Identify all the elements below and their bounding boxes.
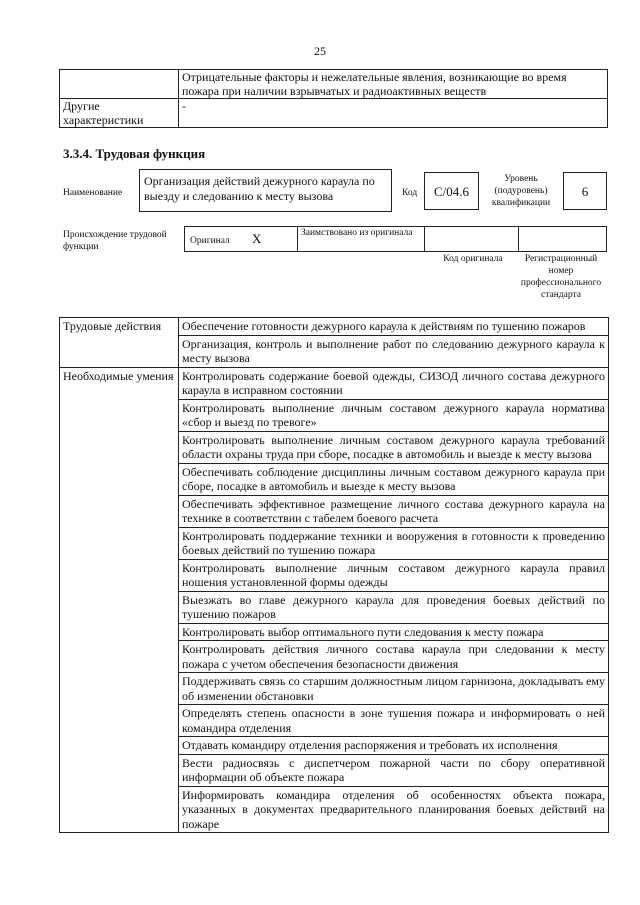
original-mark: X	[252, 231, 262, 246]
group-item: Выезжать во главе дежурного караула для проведения боевых действий по тушению пожаров	[179, 591, 609, 623]
continuation-table	[59, 69, 608, 128]
group-item: Отдавать командиру отделения распоряжения и требовать их исполнения	[179, 737, 609, 755]
code-original-caption: Код оригинала	[443, 254, 503, 264]
group-label: Необходимые умения	[60, 367, 179, 833]
group-item: Контролировать поддержание техники и вооружения в готовности к проведению боевых действий по тушению пожара	[179, 527, 609, 559]
group-item: Обеспечивать эффективное размещение личного состава дежурного караула на технике в соответствии с табелем боевого расчета	[179, 495, 609, 527]
group-item: Контролировать действия личного состава караула при следовании к месту пожара с учетом обеспечения безопасности движения	[179, 641, 609, 673]
row-value: Отрицательные факторы и нежелательные явления, возникающие во время пожара при наличии взрывчатых и радиоактивных веществ	[179, 70, 608, 99]
group-item: Контролировать выполнение личным составом дежурного караула норматива «сбор и выезд по тревоге»	[179, 399, 609, 431]
group-item: Контролировать содержание боевой одежды, СИЗОД личного состава дежурного караула в исправном состоянии	[179, 367, 609, 399]
table-row	[60, 99, 608, 128]
group-item: Организация, контроль и выполнение работ по следованию дежурного караула к месту вызова	[179, 335, 609, 367]
divider	[518, 227, 519, 251]
group-label: Трудовые действия	[60, 318, 179, 368]
name-label: Наименование	[63, 188, 123, 198]
group-item: Определять степень опасности в зоне тушения пожара и информировать о ней командира отделения	[179, 705, 609, 737]
group-item: Вести радиосвязь с диспетчером пожарной части по сбору оперативной информации об объекте пожара	[179, 754, 609, 786]
row-label	[60, 70, 179, 99]
group-item: Обеспечивать соблюдение дисциплины личным составом дежурного караула при сборе, посадке в автомобиль и выезде к месту вызова	[179, 463, 609, 495]
group-item: Информировать командира отделения об особенностях объекта пожара, указанных в документах предварительного планирования боевых действий на пожаре	[179, 786, 609, 833]
origin-label: Происхождение трудовой функции	[63, 230, 167, 252]
group-item: Обеспечение готовности дежурного караула к действиям по тушению пожаров	[179, 318, 609, 336]
table-row	[60, 367, 609, 399]
borrowed-label: Заимствовано из оригинала	[301, 228, 413, 238]
table-row	[60, 70, 608, 99]
group-item: Контролировать выполнение личным составом дежурного караула правил ношения установленной формы одежды	[179, 559, 609, 591]
original-label: Оригинал	[190, 236, 230, 246]
group-item: Поддерживать связь со старшим должностным лицом гарнизона, докладывать ему об изменении обстановки	[179, 673, 609, 705]
page-number: 25	[314, 44, 326, 58]
section-title: 3.3.4. Трудовая функция	[63, 146, 206, 161]
reg-number-caption: Регистрационный номер профессионального стандарта	[520, 254, 602, 300]
code-label: Код	[402, 188, 418, 198]
code-value: C/04.6	[424, 172, 479, 210]
row-value: -	[179, 99, 608, 128]
functions-table	[59, 317, 609, 833]
level-label: Уровень (подуровень) квалификации	[491, 174, 551, 208]
name-value: Организация действий дежурного караула по выезду и следованию к месту вызова	[139, 169, 392, 212]
divider	[424, 227, 425, 251]
divider	[297, 227, 298, 251]
group-item: Контролировать выполнение личным составом дежурного караула требований области охраны труда при сборе, посадке в автомобиль и выезде к месту вызова	[179, 431, 609, 463]
row-label: Другие характеристики	[60, 99, 179, 128]
level-value: 6	[563, 172, 607, 210]
table-row	[60, 318, 609, 336]
group-item: Контролировать выбор оптимального пути следования к месту пожара	[179, 623, 609, 641]
